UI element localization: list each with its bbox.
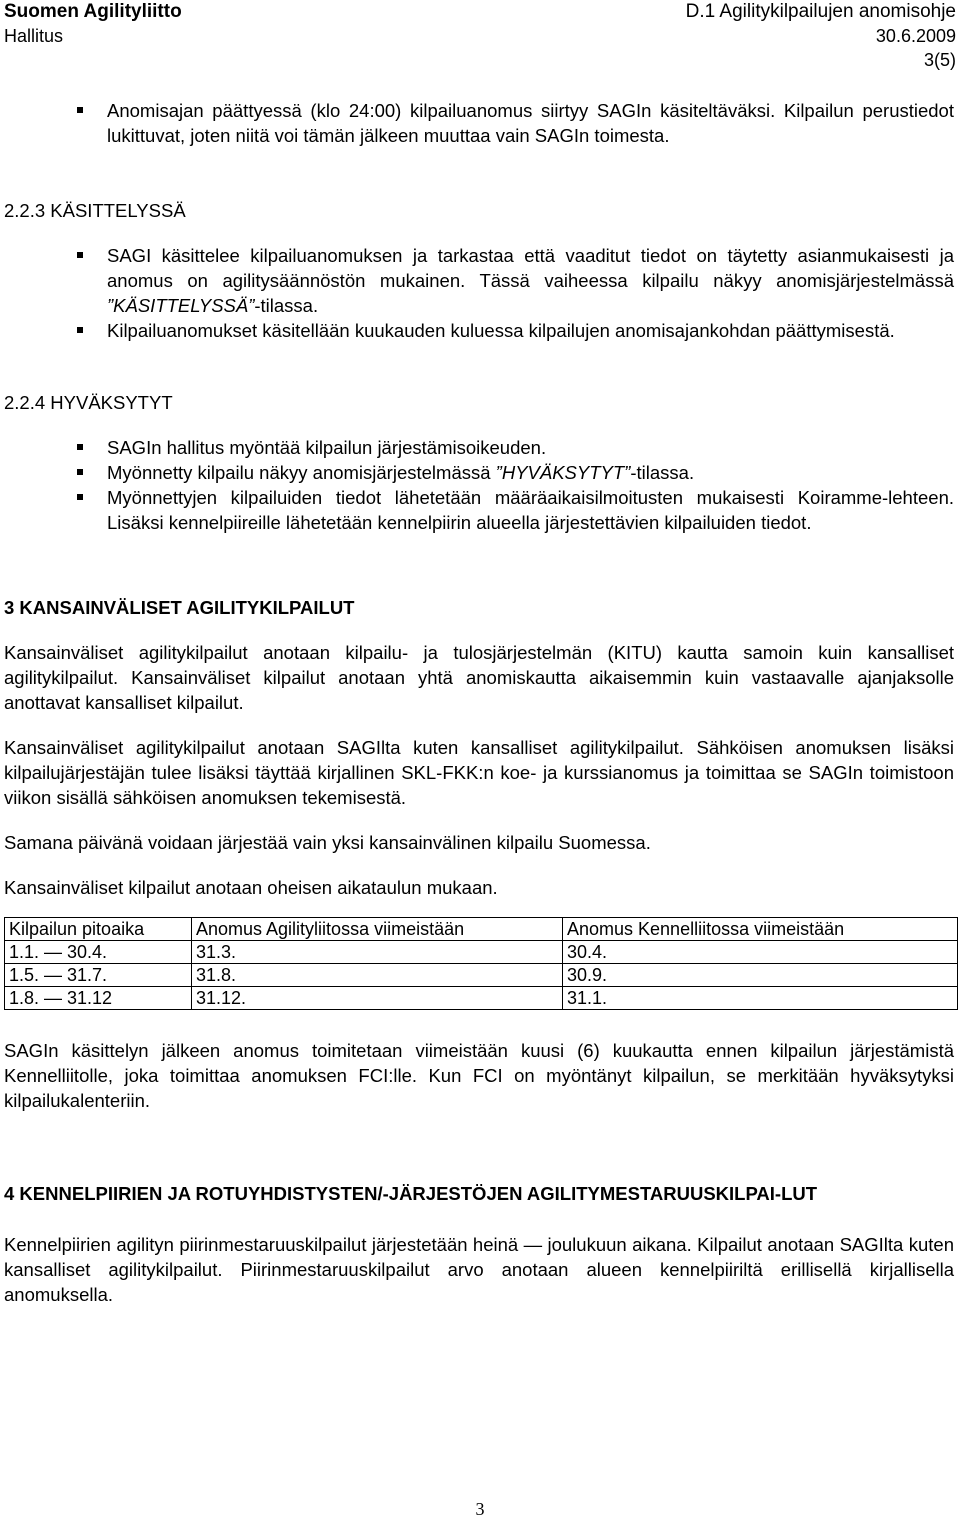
list-item: Kilpailuanomukset käsitellään kuukauden kuluessa kilpailujen anomisajankohdan päättymisestä. [4, 318, 954, 343]
document-title: D.1 Agilitykilpailujen anomisohje [685, 1, 956, 22]
table-cell: 31.12. [192, 987, 563, 1010]
table-cell: 1.8. — 31.12 [5, 987, 192, 1010]
sub-org: Hallitus [4, 26, 64, 46]
document-body [4, 88, 954, 1307]
table-row [5, 987, 958, 1010]
page-header [4, 0, 956, 72]
section-heading-2-2-4: 2.2.4 HYVÄKSYTYT [4, 392, 173, 413]
paragraph: Kansainväliset kilpailut anotaan oheisen aikataulun mukaan. [4, 877, 498, 898]
column-header: Kilpailun pitoaika [5, 918, 192, 941]
paragraph: Samana päivänä voidaan järjestää vain yksi kansainvälinen kilpailu Suomessa. [4, 832, 651, 853]
table-cell: 30.4. [563, 941, 958, 964]
table-cell: 31.3. [192, 941, 563, 964]
table-row [5, 941, 958, 964]
section-heading-2-2-3: 2.2.3 KÄSITTELYSSÄ [4, 200, 186, 221]
section-2-2-4-list [4, 435, 954, 535]
list-item: SAGI käsittelee kilpailuanomuksen ja tarkastaa että vaaditut tiedot on täytetty asianmukaisesti ja anomus on agilitysäännöstön mukainen. Tässä vaiheessa kilpailu näkyy anomisjärjestelmässä ”KÄSITTELYSSÄ”-tilassa. [4, 243, 954, 318]
section-2-2-3-list [4, 243, 954, 343]
org-name: Suomen Agilityliitto [4, 1, 182, 22]
table-cell: 31.8. [192, 964, 563, 987]
table-cell: 1.5. — 31.7. [5, 964, 192, 987]
paragraph: Kansainväliset agilitykilpailut anotaan kilpailu- ja tulosjärjestelmän (KITU) kautta samoin kuin kansalliset agilitykilpailut. Kansainväliset kilpailut anotaan yhtä anomiskautta aikaisemmin kuin vastaavalle ajanjaksolle anottavat kansalliset kilpailut. [4, 642, 954, 713]
schedule-table [4, 917, 958, 1010]
page-number: 3 [475, 1499, 485, 1519]
paragraph: Kansainväliset agilitykilpailut anotaan SAGIlta kuten kansalliset agilitykilpailut. Sähköisen anomuksen lisäksi kilpailujärjestäjän tulee lisäksi täyttää kirjallinen SKL-FKK:n koe- ja kurssianomus ja toimittaa se SAGIn toimistoon viikon sisällä sähköisen anomuksen tekemisestä. [4, 737, 954, 808]
table-cell: 31.1. [563, 987, 958, 1010]
document-date: 30.6.2009 [875, 26, 956, 46]
table-cell: 30.9. [563, 964, 958, 987]
intro-bullet-list [4, 98, 954, 148]
table-header-row [5, 918, 958, 941]
list-item: SAGIn hallitus myöntää kilpailun järjestämisoikeuden. [4, 435, 954, 460]
paragraph: Kennelpiirien agilityn piirinmestaruuskilpailut järjestetään heinä — joulukuun aikana. Kilpailut anotaan SAGIlta kuten kansalliset agilitykilpailut. Piirinmestaruuskilpailut arvo anotaan alueen kennelpiiriltä erillisellä kirjallisella anomuksella. [4, 1234, 954, 1305]
list-item: Anomisajan päättyessä (klo 24:00) kilpailuanomus siirtyy SAGIn käsiteltäväksi. Kilpailun perustiedot lukittuvat, joten niitä voi tämän jälkeen muuttaa vain SAGIn toimesta. [4, 98, 954, 148]
table-row [5, 964, 958, 987]
column-header: Anomus Agilityliitossa viimeistään [192, 918, 563, 941]
section-heading-4: 4 KENNELPIIRIEN JA ROTUYHDISTYSTEN/-JÄRJESTÖJEN AGILITYMESTARUUSKILPAI-LUT [4, 1183, 818, 1204]
list-item: Myönnettyjen kilpailuiden tiedot lähetetään määräaikaisilmoitusten mukaisesti Koiramme-lehteen. Lisäksi kennelpiireille lähetetään kennelpiirin alueella järjestettävien kilpailuiden tiedot. [4, 485, 954, 535]
paragraph: SAGIn käsittelyn jälkeen anomus toimitetaan viimeistään kuusi (6) kuukautta ennen kilpailun järjestämistä Kennelliitolle, joka toimittaa anomuksen FCI:lle. Kun FCI on myöntänyt kilpailun, se merkitään hyväksytyksi kilpailukalenteriin. [4, 1040, 954, 1111]
list-item: Myönnetty kilpailu näkyy anomisjärjestelmässä ”HYVÄKSYTYT”-tilassa. [4, 460, 954, 485]
section-heading-3: 3 KANSAINVÄLISET AGILITYKILPAILUT [4, 597, 355, 618]
page-of: 3(5) [923, 50, 956, 70]
column-header: Anomus Kennelliitossa viimeistään [563, 918, 958, 941]
table-cell: 1.1. — 30.4. [5, 941, 192, 964]
